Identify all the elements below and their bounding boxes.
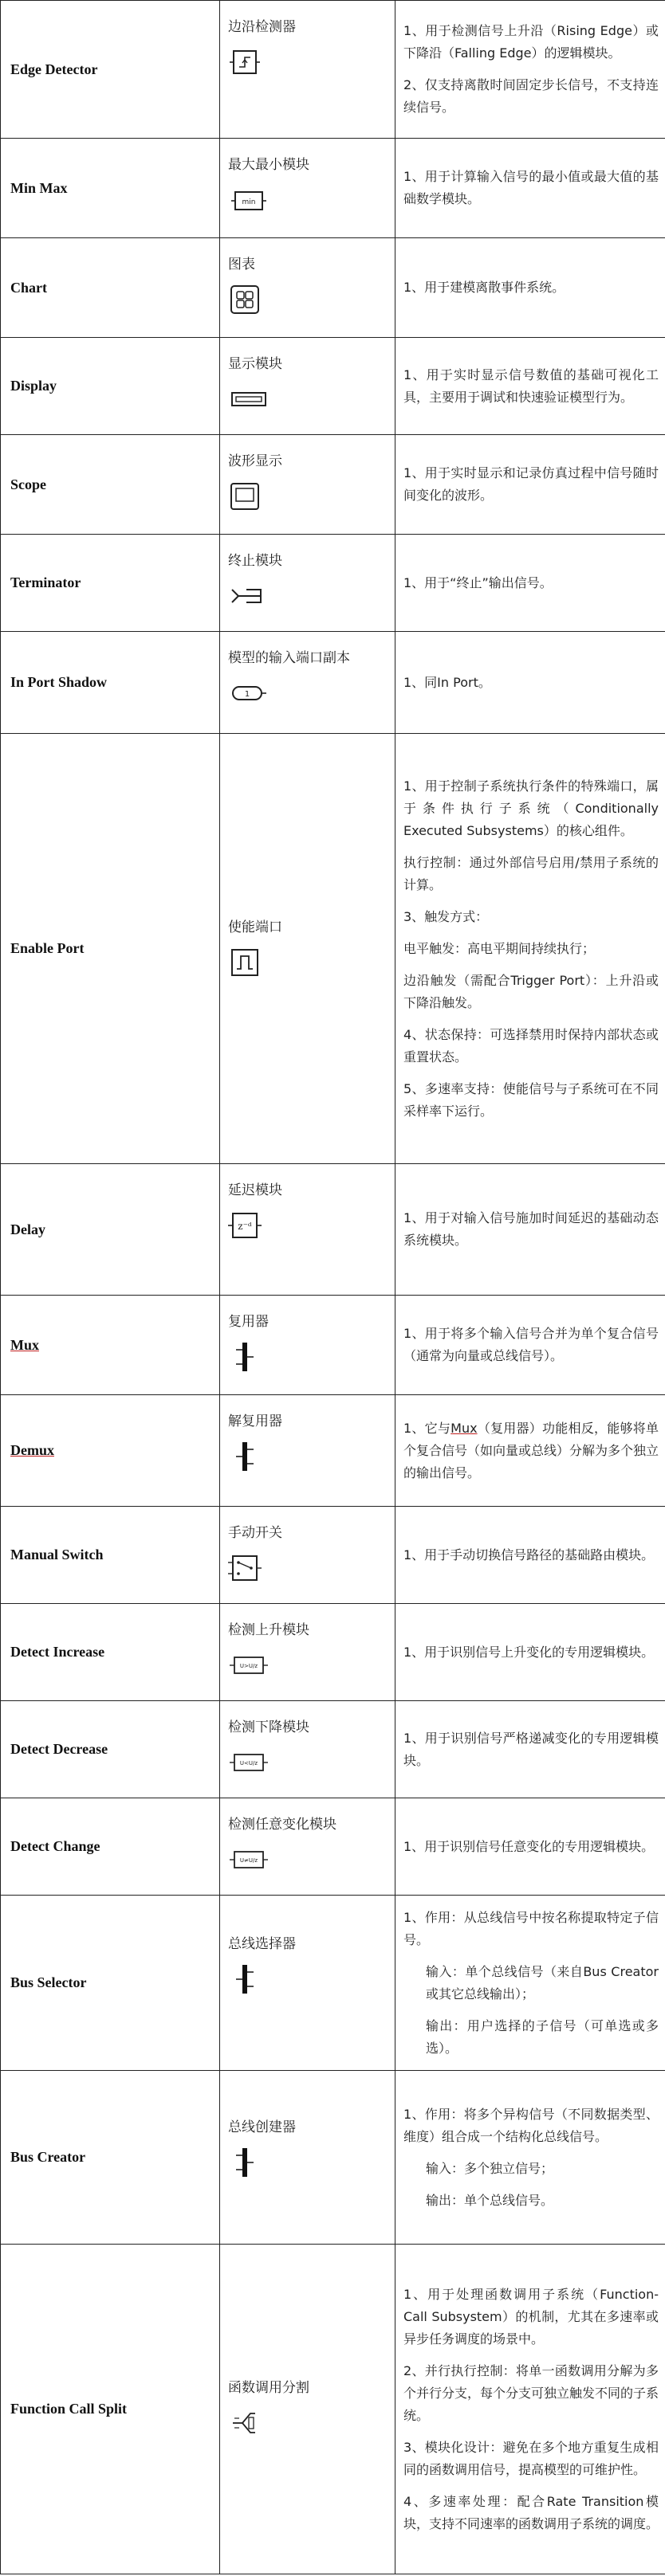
desc-paragraph: 1、用于对输入信号施加时间延迟的基础动态系统模块。 bbox=[403, 1210, 659, 1248]
block-name: Min Max bbox=[10, 179, 68, 196]
name-cell bbox=[1, 1296, 220, 1395]
name-cell bbox=[1, 238, 220, 338]
block-cell bbox=[220, 1604, 395, 1701]
block-name: Enable Port bbox=[10, 940, 85, 956]
name-cell bbox=[1, 1164, 220, 1296]
block-cell bbox=[220, 734, 395, 1164]
desc-cell bbox=[395, 2245, 665, 2574]
desc-paragraph: 2、仅支持离散时间固定步长信号，不支持连续信号。 bbox=[403, 77, 659, 115]
desc-paragraph: 1、用于识别信号严格递减变化的专用逻辑模块。 bbox=[403, 1730, 659, 1768]
desc-cell bbox=[395, 1701, 665, 1798]
table-row bbox=[1, 2071, 665, 2245]
detect-increase-icon bbox=[228, 1649, 270, 1682]
block-cell bbox=[220, 1164, 395, 1296]
table-row bbox=[1, 2245, 665, 2574]
table-row bbox=[1, 1164, 665, 1296]
block-label: 最大最小模块 bbox=[228, 157, 309, 173]
desc-paragraph: 输出：单个总线信号。 bbox=[426, 2192, 554, 2208]
name-cell bbox=[1, 1604, 220, 1701]
block-cell bbox=[220, 1507, 395, 1604]
name-cell bbox=[1, 734, 220, 1164]
block-name: Manual Switch bbox=[10, 1547, 104, 1562]
name-cell bbox=[1, 1798, 220, 1896]
enable-port-icon bbox=[228, 946, 262, 979]
name-cell bbox=[1, 535, 220, 632]
table-row bbox=[1, 1296, 665, 1395]
desc-paragraph: 输入：单个总线信号（来自Bus Creator或其它总线输出）； bbox=[426, 1963, 659, 2002]
desc-cell bbox=[395, 1798, 665, 1896]
desc-paragraph: 1、作用：将多个异构信号（不同数据类型、维度）组合成一个结构化总线信号。 bbox=[403, 2106, 659, 2144]
desc-paragraph: 1、用于实时显示和记录仿真过程中信号随时间变化的波形。 bbox=[403, 465, 659, 503]
desc-cell bbox=[395, 139, 665, 238]
block-cell bbox=[220, 1798, 395, 1896]
desc-paragraph: 1、用于识别信号上升变化的专用逻辑模块。 bbox=[403, 1644, 655, 1660]
function-call-split-icon bbox=[228, 2406, 262, 2440]
scope-icon bbox=[228, 480, 262, 513]
block-label: 终止模块 bbox=[228, 553, 282, 569]
block-label: 手动开关 bbox=[228, 1525, 282, 1541]
desc-cell bbox=[395, 1164, 665, 1296]
svg-text:min: min bbox=[242, 198, 256, 206]
desc-paragraph: 输入：多个独立信号； bbox=[426, 2160, 554, 2176]
block-name: Detect Increase bbox=[10, 1644, 105, 1660]
name-cell bbox=[1, 1395, 220, 1507]
block-cell bbox=[220, 338, 395, 435]
manual-switch-icon bbox=[228, 1551, 262, 1585]
desc-paragraph: 3、触发方式： bbox=[403, 908, 489, 924]
block-cell bbox=[220, 139, 395, 238]
table-row bbox=[1, 1604, 665, 1701]
desc-cell bbox=[395, 535, 665, 632]
desc-paragraph: 电平触发：高电平期间持续执行； bbox=[403, 940, 596, 956]
table-row bbox=[1, 734, 665, 1164]
detect-decrease-icon bbox=[228, 1746, 270, 1779]
block-label: 延迟模块 bbox=[228, 1182, 282, 1198]
chart-icon bbox=[228, 283, 262, 316]
block-cell bbox=[220, 2071, 395, 2245]
block-name: Chart bbox=[10, 279, 47, 296]
desc-cell bbox=[395, 2071, 665, 2245]
block-name: Detect Change bbox=[10, 1838, 100, 1854]
block-name: Demux bbox=[10, 1442, 54, 1458]
block-cell bbox=[220, 535, 395, 632]
desc-cell bbox=[395, 338, 665, 435]
terminator-icon bbox=[228, 579, 268, 613]
min-max-icon bbox=[228, 183, 268, 217]
block-cell bbox=[220, 238, 395, 338]
edge-detector-icon bbox=[228, 45, 262, 79]
block-name: Detect Decrease bbox=[10, 1741, 108, 1757]
table-row bbox=[1, 1701, 665, 1798]
desc-cell bbox=[395, 435, 665, 535]
desc-paragraph: 1、用于实时显示信号数值的基础可视化工具，主要用于调试和快速验证模型行为。 bbox=[403, 367, 659, 405]
desc-paragraph: 1、用于处理函数调用子系统（Function-Call Subsystem）的机制，尤其在多速率或异步任务调度的场景中。 bbox=[403, 2286, 659, 2347]
bus-creator-icon bbox=[228, 2146, 262, 2179]
svg-text:z⁻ᵈ: z⁻ᵈ bbox=[238, 1221, 252, 1232]
desc-paragraph: 4、多速率处理：配合Rate Transition模块，支持不同速率的函数调用子系统的调度。 bbox=[403, 2493, 659, 2531]
desc-paragraph: 输出：用户选择的子信号（可单选或多选）。 bbox=[426, 2017, 659, 2056]
desc-cell bbox=[395, 734, 665, 1164]
block-cell bbox=[220, 1296, 395, 1395]
block-label: 模型的输入端口副本 bbox=[228, 650, 350, 666]
name-cell bbox=[1, 1896, 220, 2071]
svg-text:U≠U/z: U≠U/z bbox=[239, 1857, 258, 1864]
desc-paragraph: 1、用于计算输入信号的最小值或最大值的基础数学模块。 bbox=[403, 169, 659, 206]
block-label: 总线创建器 bbox=[228, 2119, 296, 2135]
desc-paragraph: 执行控制：通过外部信号启用/禁用子系统的计算。 bbox=[403, 854, 659, 892]
block-label: 检测上升模块 bbox=[228, 1622, 309, 1638]
desc-paragraph: 2、并行执行控制：将单一函数调用分解为多个并行分支，每个分支可独立触发不同的子系统。 bbox=[403, 2362, 659, 2423]
name-cell bbox=[1, 2245, 220, 2574]
block-cell bbox=[220, 435, 395, 535]
demux-icon bbox=[228, 1440, 262, 1473]
block-label: 函数调用分割 bbox=[228, 2379, 309, 2396]
desc-cell bbox=[395, 1, 665, 139]
desc-paragraph: 1、用于手动切换信号路径的基础路由模块。 bbox=[403, 1547, 655, 1562]
block-label: 显示模块 bbox=[228, 356, 282, 372]
name-cell bbox=[1, 139, 220, 238]
name-cell bbox=[1, 2071, 220, 2245]
desc-paragraph: 1、它与Mux（复用器）功能相反，能够将单个复合信号（如向量或总线）分解为多个独立的输出信号。 bbox=[403, 1420, 659, 1480]
block-cell bbox=[220, 1701, 395, 1798]
block-name: Edge Detector bbox=[10, 61, 98, 77]
desc-paragraph: 5、多速率支持：使能信号与子系统可在不同采样率下运行。 bbox=[403, 1080, 659, 1119]
svg-text:1: 1 bbox=[244, 690, 250, 699]
block-cell bbox=[220, 1, 395, 139]
name-cell bbox=[1, 1507, 220, 1604]
block-label: 边沿检测器 bbox=[228, 19, 296, 35]
table-row bbox=[1, 1507, 665, 1604]
name-cell bbox=[1, 1701, 220, 1798]
in-port-shadow-icon bbox=[228, 676, 270, 710]
desc-cell bbox=[395, 238, 665, 338]
table-row bbox=[1, 338, 665, 435]
block-name: Delay bbox=[10, 1221, 45, 1237]
desc-paragraph: 3、模块化设计：避免在多个地方重复生成相同的函数调用信号，提高模型的可维护性。 bbox=[403, 2439, 659, 2477]
desc-paragraph: 边沿触发（需配合Trigger Port）：上升沿或下降沿触发。 bbox=[403, 972, 659, 1010]
desc-cell bbox=[395, 1507, 665, 1604]
desc-paragraph: 1、用于识别信号任意变化的专用逻辑模块。 bbox=[403, 1838, 655, 1854]
bus-selector-icon bbox=[228, 1962, 262, 1996]
block-label: 检测任意变化模块 bbox=[228, 1817, 336, 1833]
block-name: Terminator bbox=[10, 574, 81, 590]
desc-cell bbox=[395, 1896, 665, 2071]
table-row bbox=[1, 1395, 665, 1507]
block-name: Mux bbox=[10, 1336, 39, 1353]
desc-cell bbox=[395, 632, 665, 734]
name-cell bbox=[1, 632, 220, 734]
block-label: 使能端口 bbox=[228, 919, 282, 935]
block-name: In Port Shadow bbox=[10, 674, 108, 690]
desc-cell bbox=[395, 1296, 665, 1395]
table-row bbox=[1, 139, 665, 238]
name-cell bbox=[1, 338, 220, 435]
display-icon bbox=[228, 382, 270, 416]
block-label: 总线选择器 bbox=[228, 1936, 296, 1952]
desc-cell bbox=[395, 1604, 665, 1701]
desc-paragraph: 1、用于建模离散事件系统。 bbox=[403, 280, 565, 295]
block-name: Function Call Split bbox=[10, 2401, 128, 2417]
desc-paragraph: 1、同In Port。 bbox=[403, 674, 491, 690]
block-label: 检测下降模块 bbox=[228, 1719, 309, 1735]
table-row bbox=[1, 435, 665, 535]
table-row bbox=[1, 632, 665, 734]
desc-paragraph: 1、用于将多个输入信号合并为单个复合信号（通常为向量或总线信号）。 bbox=[403, 1326, 659, 1363]
block-label: 图表 bbox=[228, 257, 255, 272]
table-row bbox=[1, 535, 665, 632]
desc-paragraph: 1、用于“终止”输出信号。 bbox=[403, 574, 553, 590]
delay-icon bbox=[228, 1209, 262, 1242]
svg-text:U>U/z: U>U/z bbox=[239, 1663, 258, 1669]
block-name: Bus Selector bbox=[10, 1974, 87, 1990]
svg-text:U<U/z: U<U/z bbox=[239, 1760, 258, 1766]
name-cell bbox=[1, 1, 220, 139]
block-cell bbox=[220, 2245, 395, 2574]
block-cell bbox=[220, 1896, 395, 2071]
mux-icon bbox=[228, 1340, 262, 1374]
desc-paragraph: 1、用于控制子系统执行条件的特殊端口，属于条件执行子系统（Conditionally Executed Subsystems）的核心组件。 bbox=[403, 778, 659, 838]
table-row bbox=[1, 1, 665, 139]
table-row bbox=[1, 238, 665, 338]
desc-paragraph: 4、状态保持：可选择禁用时保持内部状态或重置状态。 bbox=[403, 1026, 659, 1065]
block-name: Display bbox=[10, 378, 57, 394]
mux-reference-link: Mux bbox=[451, 1420, 478, 1436]
name-cell bbox=[1, 435, 220, 535]
desc-cell bbox=[395, 1395, 665, 1507]
block-name: Bus Creator bbox=[10, 2149, 86, 2165]
detect-change-icon bbox=[228, 1843, 270, 1876]
block-cell bbox=[220, 632, 395, 734]
desc-paragraph: 1、作用：从总线信号中按名称提取特定子信号。 bbox=[403, 1909, 659, 1947]
table-row bbox=[1, 1896, 665, 2071]
block-label: 波形显示 bbox=[228, 453, 282, 469]
desc-paragraph: 1、用于检测信号上升沿（Rising Edge）或下降沿（Falling Edge）的逻辑模块。 bbox=[403, 23, 659, 61]
block-name: Scope bbox=[10, 476, 46, 492]
table-row bbox=[1, 1798, 665, 1896]
block-cell bbox=[220, 1395, 395, 1507]
block-label: 解复用器 bbox=[228, 1413, 282, 1429]
block-label: 复用器 bbox=[228, 1314, 269, 1330]
